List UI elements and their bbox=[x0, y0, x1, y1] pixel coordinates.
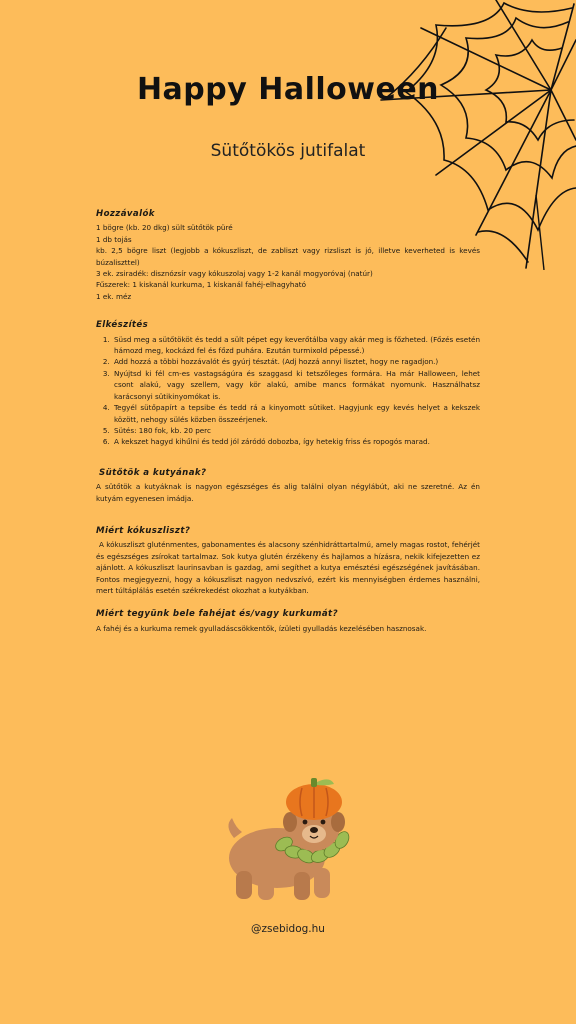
ingredient-line: 1 db tojás bbox=[96, 234, 132, 244]
ingredients-heading: Hozzávalók bbox=[96, 209, 155, 219]
step-item: 5. Sütés: 180 fok, kb. 20 perc bbox=[112, 425, 480, 436]
why-spices-heading: Miért tegyünk bele fahéjat és/vagy kurkumát? bbox=[96, 609, 338, 620]
dog-with-pumpkin-hat-illustration bbox=[222, 776, 362, 906]
ingredient-line: kb. 2,5 bögre liszt (legjobb a kókuszliszt, de zabliszt vagy rizsliszt is jó, illetve keverheted is kevés búzaliszttel) bbox=[96, 246, 480, 267]
page-title: Happy Halloween bbox=[136, 72, 440, 107]
pumpkin-for-dogs-text: A sütőtök a kutyáknak is nagyon egészséges és alig találni olyan négylábút, aki ne szeretné. Az én kutyám egyenesen imádja. bbox=[96, 482, 480, 503]
step-item: 2. Add hozzá a többi hozzávalót és gyúrj tésztát. (Adj hozzá annyi lisztet, hogy ne ragadjon.) bbox=[112, 356, 480, 367]
pumpkin-for-dogs-section bbox=[96, 468, 480, 504]
preparation-section bbox=[96, 320, 480, 447]
step-item: 6. A kekszet hagyd kihűlni és tedd jól záródó dobozba, így hetekig friss és ropogós marad. bbox=[112, 436, 480, 447]
ingredient-line: 1 ek. méz bbox=[96, 291, 132, 301]
why-coconut-text: A kókuszliszt gluténmentes, gabonamentes és alacsony szénhidráttartalmú, amely magas rostot, fehérjét és egészséges zsírokat tartalmaz. Sok kutya glutén érzékeny és hajlamos a hízásra, nekik kifejezetten ez ajánlott. A kókuszliszt laurinsavban is gazdag, ami segíthet a kutya emésztési egészségének javításában. Fontos megjegyezni, hogy a kókuszliszt nagyon nedvszívó, ezért kis mennyiségben érdemes használni, mert túltáplálás esetén székrekedést okozhat a kutyákban. bbox=[96, 540, 480, 595]
step-item: 4. Tegyél sütőpapírt a tepsibe és tedd rá a kinyomott sütiket. Hagyjunk egy kevés helyet a kekszek között, nehogy sülés közben összeérjenek. bbox=[112, 402, 480, 425]
ingredients-section bbox=[96, 209, 480, 302]
ingredient-line: 3 ek. zsiradék: disznózsír vagy kókuszolaj vagy 1-2 kanál mogyoróvaj (natúr) bbox=[96, 269, 373, 279]
ingredient-line: 1 bögre (kb. 20 dkg) sült sütőtök püré bbox=[96, 223, 233, 233]
ingredient-line: Fűszerek: 1 kiskanál kurkuma, 1 kiskanál fahéj-elhagyható bbox=[96, 280, 307, 290]
recipe-content bbox=[96, 209, 480, 647]
preparation-steps bbox=[96, 334, 480, 448]
step-item: 1. Süsd meg a sütőtököt és tedd a sült pépet egy keverőtálba vagy akár meg is főzheted. (Főzés esetén hámozd meg, kockázd fel és főzd puhára. Ezután turmixold pépessé.) bbox=[112, 334, 480, 357]
why-spices-text: A fahéj és a kurkuma remek gyulladáscsökkentők, ízületi gyulladás kezelésében hasznosak. bbox=[96, 623, 427, 633]
pumpkin-for-dogs-heading: Sütőtök a kutyának? bbox=[99, 467, 207, 478]
why-coconut-heading: Miért kókuszliszt? bbox=[96, 525, 191, 536]
recipe-subtitle: Sütőtökös jutifalat bbox=[210, 141, 366, 161]
step-item: 3. Nyújtsd ki fél cm-es vastagságúra és szaggasd ki tetszőleges formára. Ha már Halloween, lehet csont alakú, vagy szellem, vagy kör alakú, amibe mancs formákat nyomunk. Használhatsz karácsonyi sütikinyomókat is. bbox=[112, 368, 480, 402]
footer-handle: @zsebidog.hu bbox=[251, 923, 325, 935]
preparation-heading: Elkészítés bbox=[96, 320, 149, 331]
why-spices-section bbox=[96, 609, 480, 634]
why-coconut-section bbox=[96, 526, 480, 596]
